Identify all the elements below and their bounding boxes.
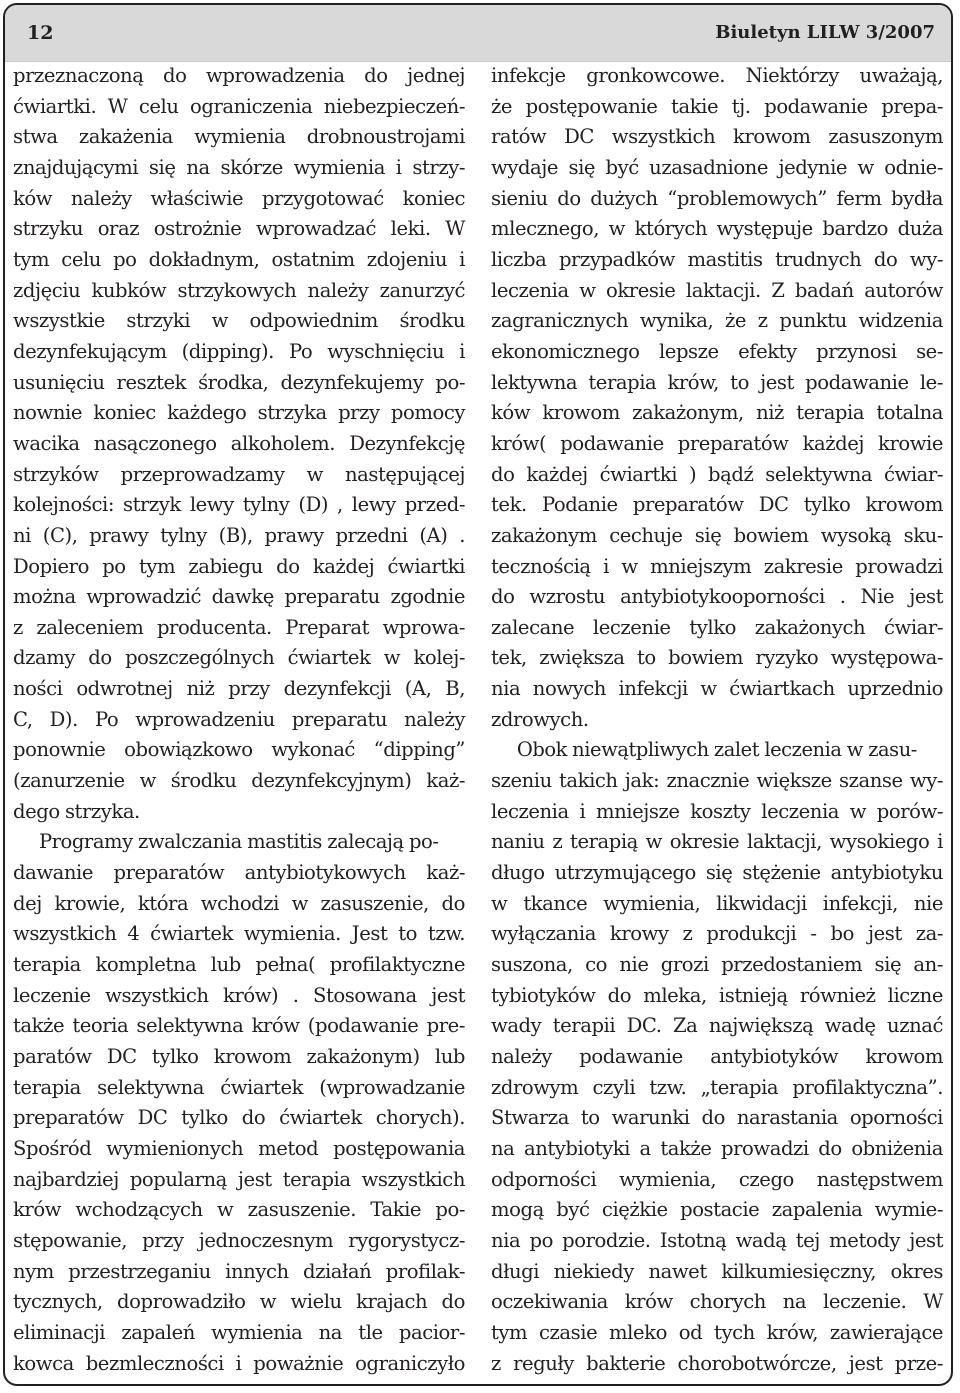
text-line: do wzrostu antybiotykooporności . Nie jest [491,585,943,609]
text-line: wydaje się być uzasadnione jedynie w odnie- [491,155,943,179]
text-line: krów( podawanie preparatów każdej krowie [491,431,943,455]
text-line: odporności wymienia, czego następstwem [491,1167,943,1191]
text-line: eliminacji zapaleń wymienia na tle pacior- [13,1320,465,1344]
text-line: stępowanie, przy jednoczesnym rygorystycz- [13,1228,465,1252]
text-line: tym celu po dokładnym, ostatnim zdojeniu i [13,247,465,271]
text-line: Programy zwalczania mastitis zalecają po- [38,830,439,854]
text-line: leczenia w okresie laktacji. Z badań autorów [491,278,943,302]
text-line: infekcje gronkowcowe. Niektórzy uważają, [491,64,943,87]
text-line: zdjęciu kubków strzykowych należy zanurzyć [13,278,465,302]
text-line: ponownie obowiązkowo wykonać “dipping” [13,738,465,762]
text-line: ności odwrotnej niż przy dezynfekcji (A, B, [13,677,465,701]
text-line: nia po porodzie. Istotną wadą tej metody jest [491,1228,943,1252]
text-line: stwa zakażenia wymienia drobnoustrojami [13,125,465,149]
text-line: zdrowym czyli tzw. „terapia profilaktyczna”. [491,1075,943,1099]
text-line: wszystkich 4 ćwiartek wymienia. Jest to tzw. [13,922,465,946]
text-line: także teoria selektywna krów (podawanie pre- [13,1014,465,1038]
page-header [5,5,951,62]
text-line: usunięciu resztek środka, dezynfekujemy po- [13,370,465,394]
text-line: sieniu do dużych “problemowych” ferm bydła [491,186,943,210]
text-line: strzyku oraz ostrożnie wprowadzać leki. W [13,217,465,241]
text-line: mogą być ciężkie postacie zapalenia wymie- [491,1198,943,1222]
text-line: ków należy właściwie przygotować koniec [13,186,465,210]
text-line: leczenie wszystkich krów) . Stosowana jest [13,983,465,1007]
text-line: Obok niewątpliwych zalet leczenia w zasu- [516,738,917,762]
text-line: tek, zwiększa to bowiem ryzyko występowa- [491,646,943,670]
text-line: kowca bezmleczności i poważnie ograniczyło [13,1351,465,1375]
text-line: liczba przypadków mastitis trudnych do wy- [491,247,943,271]
text-line: preparatów DC tylko do ćwiartek chorych). [13,1106,465,1130]
text-line: nownie koniec każdego strzyka przy pomocy [13,401,465,425]
text-line: z zaleceniem producenta. Preparat wprowa- [13,615,465,639]
text-line: wyłączania krowy z produkcji - bo jest za- [491,922,943,946]
text-line: ratów DC wszystkich krowom zasuszonym [491,125,943,149]
text-line: oczekiwania krów chorych na leczenie. W [491,1290,943,1314]
text-line: można wprowadzić dawkę preparatu zgodnie [13,585,465,609]
text-line: dzamy do poszczególnych ćwiartek w kolej- [13,646,465,670]
text-line: strzyków przeprowadzamy w następującej [13,462,465,486]
text-line: do każdej ćwiartki ) bądź selektywna ćwiar- [491,462,943,486]
text-line: krów wchodzących w zasuszenie. Takie po- [13,1198,465,1222]
text-line: wszystkie strzyki w odpowiednim środku [13,309,465,333]
journal-title: Biuletyn LILW 3/2007 [715,22,935,43]
text-line: w tkance wymienia, likwidacji infekcji, nie [491,891,943,915]
text-line: zalecane leczenie tylko zakażonych ćwiar- [491,615,943,639]
text-line: tym czasie mleko od tych krów, zawierające [491,1320,943,1344]
text-line: należy podawanie antybiotyków krowom [491,1045,943,1068]
text-line: z reguły bakterie chorobotwórcze, jest prze- [491,1351,943,1375]
text-line: tybiotyków do mleka, istnieją również liczne [491,983,943,1007]
text-line: zdrowych. [491,707,589,731]
text-line: szeniu takich jak: znacznie większe szanse wy- [491,769,943,793]
text-line: (zanurzenie w środku dezynfekcyjnym) każ- [13,769,465,793]
text-line: długo utrzymującego się stężenie antybiotyku [491,861,943,885]
text-line: wady terapii DC. Za największą wadę uznać [491,1014,943,1038]
text-line: terapia kompletna lub pełna( profilaktyczne [13,953,465,977]
text-line: nia nowych infekcji w ćwiartkach uprzednio [491,677,943,701]
text-line: naniu z terapią w okresie laktacji, wysokiego i [491,830,943,854]
text-line: najbardziej popularną jest terapia wszystkich [13,1167,465,1191]
page-number: 12 [27,22,54,44]
text-line: ćwiartki. W celu ograniczenia niebezpieczeń- [13,94,465,118]
text-line: Stwarza to warunki do narastania oporności [491,1106,943,1130]
text-line: Spośród wymienionych metod postępowania [13,1136,465,1160]
text-line: kolejności: strzyk lewy tylny (D) , lewy przed- [13,493,465,517]
text-line: przeznaczoną do wprowadzenia do jednej [13,64,465,87]
text-line: Dopiero po tym zabiegu do każdej ćwiartki [13,554,465,578]
text-line: że postępowanie takie tj. podawanie prepa- [491,94,943,118]
text-line: długi niekiedy nawet kilkumiesięczny, okres [491,1259,943,1283]
text-line: tycznych, doprowadziło w wielu krajach do [13,1290,465,1314]
text-line: suszona, co nie grozi przedostaniem się an- [491,953,943,977]
text-line: dej krowie, która wchodzi w zasuszenie, do [13,891,465,915]
text-line: lektywna terapia krów, to jest podawanie le- [491,370,943,394]
text-line: nym przestrzeganiu innych działań profilak- [13,1259,465,1283]
text-line: tek. Podanie preparatów DC tylko krowom [491,493,943,517]
text-line: wacika nasączonego alkoholem. Dezynfekcję [13,431,465,455]
text-line: tecznością i w mniejszym zakresie prowadzi [491,554,943,578]
right-column [491,61,943,1379]
text-line: mlecznego, w których występuje bardzo duża [491,217,943,241]
text-line: terapia selektywna ćwiartek (wprowadzanie [13,1075,465,1099]
left-column [13,61,465,1379]
text-line: ekonomicznego lepsze efekty przynosi se- [491,339,943,363]
text-line: zagranicznych wynika, że z punktu widzenia [491,309,943,333]
text-line: dezynfekującym (dipping). Po wyschnięciu i [13,339,465,363]
text-line: ków krowom zakażonym, niż terapia totalna [491,401,943,425]
text-line: C, D). Po wprowadzeniu preparatu należy [13,707,465,731]
text-line: ni (C), prawy tylny (B), prawy przedni (A) . [13,523,465,547]
text-line: leczenia i mniejsze koszty leczenia w porów- [491,799,943,823]
text-line: dawanie preparatów antybiotykowych każ- [13,861,465,885]
text-line: dego strzyka. [13,799,140,823]
text-line: zakażonym cechuje się bowiem wysoką sku- [491,523,943,547]
text-line: na antybiotyki a także prowadzi do obniżenia [491,1136,943,1160]
text-line: znajdującymi się na skórze wymienia i strzy- [13,155,465,179]
text-line: paratów DC tylko krowom zakażonym) lub [13,1045,465,1068]
